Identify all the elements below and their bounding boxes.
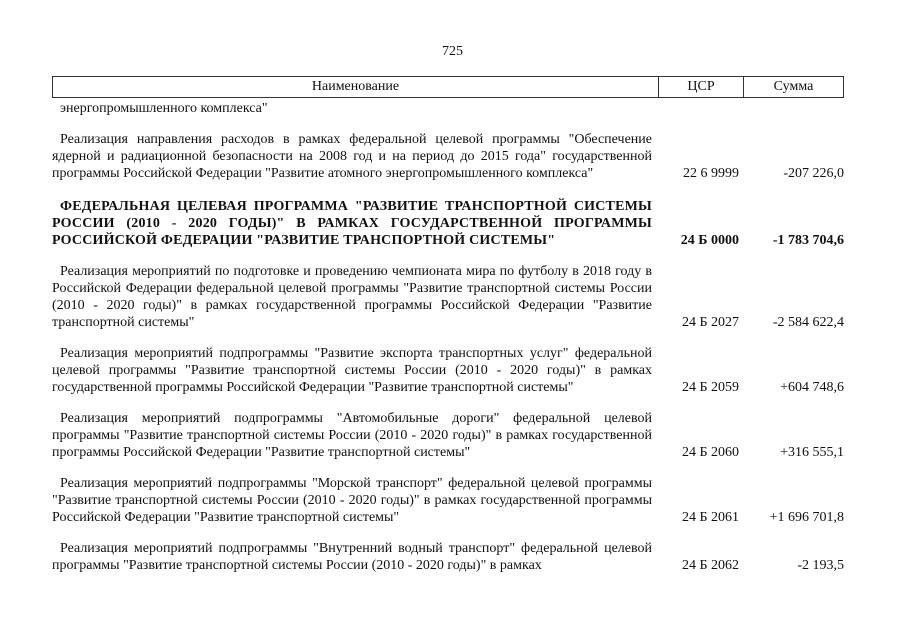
- row-name: Реализация мероприятий подпрограммы "Морской транспорт" федеральной целевой программы "Развитие транспортной системы России (2010 - 2020 годы)" в рамках государственной программы Российской Федерации "Развитие транспортной системы": [52, 476, 652, 525]
- table-row: [52, 131, 844, 182]
- row-sum: -207 226,0: [783, 166, 844, 181]
- row-sum: -2 584 622,4: [772, 315, 844, 330]
- row-csr: 24 Б 2061: [681, 510, 739, 525]
- row-sum: +604 748,6: [780, 380, 844, 395]
- column-header-sum: Сумма: [743, 77, 843, 97]
- row-name: энергопромышленного комплекса": [60, 101, 268, 116]
- table-row: [52, 100, 844, 117]
- row-name: Реализация направления расходов в рамках федеральной целевой программы "Обеспечение ядерной и радиационной безопасности на 2008 год и на период до 2015 года" государственной программы Российской Федерации "Развитие атомного энергопромышленного комплекса": [52, 132, 652, 181]
- row-sum: -2 193,5: [797, 558, 844, 573]
- row-csr: 24 Б 2062: [681, 558, 739, 573]
- column-header-name: Наименование: [311, 79, 400, 94]
- table-header: [52, 76, 844, 98]
- table-row: [52, 540, 844, 574]
- table-row: [52, 263, 844, 331]
- row-name: Реализация мероприятий подпрограммы "Автомобильные дороги" федеральной целевой программы "Развитие транспортной системы России (2010 - 2020 годы)" в рамках государственной программы Российской Федерации "Развитие транспортной системы": [52, 411, 652, 460]
- row-sum: -1 783 704,6: [772, 233, 844, 248]
- table-row: [52, 345, 844, 396]
- table-row: [52, 410, 844, 461]
- row-sum: +316 555,1: [780, 445, 844, 460]
- table-body: [52, 99, 844, 574]
- row-csr: 24 Б 0000: [680, 233, 739, 248]
- row-csr: 24 Б 2027: [681, 315, 739, 330]
- row-csr: 24 Б 2060: [681, 445, 739, 460]
- table-row: [52, 475, 844, 526]
- row-name: Реализация мероприятий подпрограммы "Внутренний водный транспорт" федеральной целевой программы "Развитие транспортной системы России (2010 - 2020 годы)" в рамках: [52, 541, 652, 573]
- row-name: Реализация мероприятий подпрограммы "Развитие экспорта транспортных услуг" федеральной целевой программы "Развитие транспортной системы России (2010 - 2020 годы)" в рамках государственной программы Российской Федерации "Развитие транспортной системы": [52, 346, 652, 395]
- table-row: [52, 198, 844, 249]
- row-name: ФЕДЕРАЛЬНАЯ ЦЕЛЕВАЯ ПРОГРАММА "РАЗВИТИЕ ТРАНСПОРТНОЙ СИСТЕМЫ РОССИИ (2010 - 2020 ГОДЫ)" В РАМКАХ ГОСУДАРСТВЕННОЙ ПРОГРАММЫ РОССИЙСКОЙ ФЕДЕРАЦИИ "РАЗВИТИЕ ТРАНСПОРТНОЙ СИСТЕМЫ": [52, 199, 652, 248]
- row-csr: 22 6 9999: [683, 166, 739, 181]
- column-header-csr: ЦСР: [658, 77, 743, 97]
- row-csr: 24 Б 2059: [681, 380, 739, 395]
- row-sum: +1 696 701,8: [769, 510, 844, 525]
- row-name: Реализация мероприятий по подготовке и проведению чемпионата мира по футболу в 2018 году в Российской Федерации федеральной целевой программы "Развитие транспортной системы России (2010 - 2020 годы)" в рамках государственной программы Российской Федерации "Развитие транспортной системы": [52, 264, 652, 330]
- page-number: 725: [442, 44, 463, 59]
